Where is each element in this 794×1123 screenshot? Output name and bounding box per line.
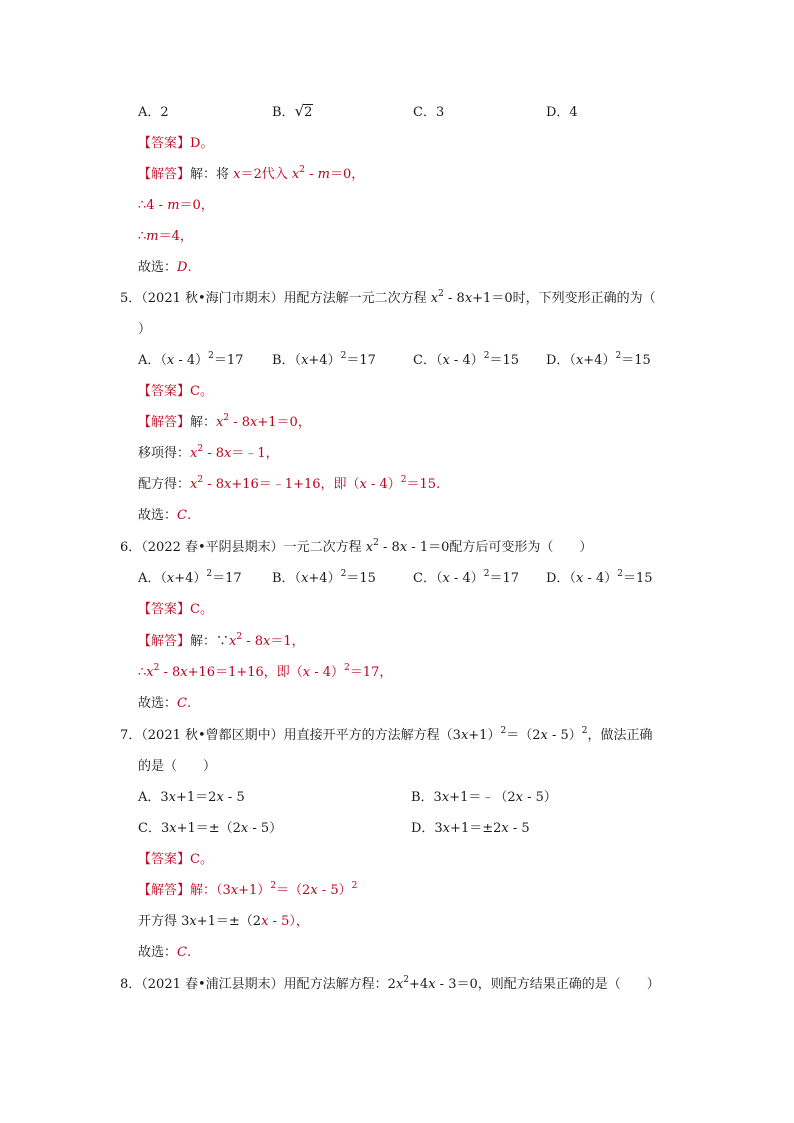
superscript: 2 [351,881,358,891]
text-run: m [167,198,180,213]
text-run: ＝17 [489,571,520,586]
text-run: x [250,415,258,430]
text-run: x [442,821,451,836]
text-run: 解： [190,415,217,430]
text-run: - 8 [203,446,225,461]
q5-answer [138,382,213,402]
text-run: x [180,665,188,680]
text-run: ＝15. [406,477,441,492]
superscript: 2 [206,569,213,579]
text-run: x [291,167,300,182]
q5-analysis-line-1 [138,413,311,433]
text-run: ＝1， [270,634,305,649]
text-run: . [186,696,192,711]
text-run: C [177,945,187,960]
q7-analysis-line-2 [138,912,309,932]
text-run: x [230,883,239,898]
text-run: - 8 [443,291,465,306]
text-run: ，做法正确 [587,728,653,743]
q5-analysis-line-4 [138,506,191,526]
text-run: x [240,821,249,836]
q6-analysis-line-2 [138,663,392,683]
text-run: +4） [308,353,341,368]
q5-analysis-line-2 [138,444,279,464]
q6-analysis-line-1 [138,632,305,652]
text-run: A．（ [138,353,167,368]
text-run: C。 [190,852,213,867]
text-run: 解：将 [190,167,234,182]
text-run: - 5） [547,728,582,743]
text-run: - 5 [223,790,245,805]
text-run: - 5） [248,821,283,836]
text-run: - 8 [203,477,225,492]
text-run: 故选： [138,696,178,711]
text-run: B．3 [411,790,442,805]
text-run: ＝15 [346,571,376,586]
text-run: D．（ [546,571,576,586]
superscript: 2 [299,165,305,175]
text-run: x [365,540,374,555]
text-run: 故选： [138,260,178,275]
text-run: 5．（2021 秋•海门市期末）用配方法解一元二次方程 [120,291,431,306]
q6-option-b [272,569,376,589]
text-run: ＝4， [158,229,193,244]
text-run: m [317,167,330,182]
text-run: B．（ [272,571,302,586]
text-run: - 8 [378,540,400,555]
text-run: +4 [409,977,429,992]
text-run: x [301,571,309,586]
text-run: 8．（2021 春•浦江县期末）用配方法解方程：2 [120,977,396,992]
superscript: 2 [208,351,214,361]
answer-tag: 【答案】 [138,384,191,399]
q7-stem [120,726,653,746]
text-run: - 1＝0配方后可变形为（ ） [407,540,593,555]
q4-option-a: A．2 [138,105,169,120]
text-run: A．（ [138,571,167,586]
text-run: +1＝2 [176,790,217,805]
q7-option-a [138,788,245,808]
text-run: C．（ [413,571,443,586]
text-run: +4） [174,571,207,586]
text-run: D．3 [411,821,443,836]
text-run: C。 [190,384,213,399]
text-run: - 4） [174,353,209,368]
text-run: +4） [308,571,341,586]
text-run: x [501,821,509,836]
superscript: 2 [223,413,230,423]
q7-analysis-line-3 [138,943,191,963]
text-run: ＝15 [622,571,653,586]
text-run: - 8 [242,634,264,649]
text-run: x [575,571,584,586]
superscript: 2 [617,569,623,579]
text-run: - 5） [317,883,352,898]
text-run: ∴ [138,665,147,680]
superscript: 2 [340,351,347,361]
q7-answer [138,850,213,870]
text-run: ＝（2 [276,883,311,898]
text-run: x [166,353,175,368]
text-run: - 4） [366,477,401,492]
text-run: x [261,914,269,929]
text-run: +1＝±（2 [196,914,262,929]
q6-option-a [138,569,242,589]
text-run: ＝0， [329,167,365,182]
q6-option-d [546,569,653,589]
q5-analysis-line-3 [138,475,440,495]
text-run: x [166,571,175,586]
q5-option-d [546,351,651,371]
text-run: 开方得 3 [138,914,190,929]
text-run: x [301,353,309,368]
answer-tag: 【答案】 [138,602,191,617]
q4-option-c: C．3 [413,105,445,120]
text-run: x [464,291,473,306]
text-run: +16＝1+16，即（ [187,665,303,680]
text-run: D．（ [546,353,576,368]
text-run: ＝17 [346,353,376,368]
text-run: - 8 [229,415,251,430]
analysis-tag: 【解答】 [138,883,191,898]
text-run: x [216,415,224,430]
text-run: x [189,914,197,929]
text-run: C [177,696,187,711]
superscript: 2 [197,444,204,454]
text-run: +16＝﹣1+16，即（ [231,477,360,492]
superscript: 2 [197,475,204,485]
text-run: ＝17， [349,665,393,680]
q7-option-b [411,788,557,808]
q6-option-c [413,569,519,589]
superscript: 2 [344,663,350,673]
text-run: x [515,790,523,805]
superscript: 2 [403,975,410,985]
text-run: - [304,167,318,182]
text-run: x [224,477,232,492]
q7-option-c [138,819,282,839]
text-run: - 5 [508,821,530,836]
q6-analysis-line-3 [138,694,191,714]
superscript: 2 [500,726,507,736]
q5-option-a [138,351,243,371]
text-run: . [186,945,192,960]
analysis-tag: 【解答】 [138,167,191,182]
q4-analysis-line-4 [138,258,192,278]
q4-analysis-line-2 [138,196,214,216]
text-run: ∴4 - [138,198,168,213]
text-run: 故选： [138,945,178,960]
text-run: x [216,790,224,805]
text-run: C．3 [138,821,170,836]
text-run: x [169,821,177,836]
text-run: D。 [190,136,214,151]
text-run: x [442,353,450,368]
text-run: x [430,291,439,306]
text-run: +1＝﹣（2 [449,790,516,805]
text-run: x [399,540,408,555]
q6-answer [138,600,213,620]
text-run: +1＝0时，下列变形正确的为（ [472,291,656,306]
text-run: x [233,167,241,182]
superscript: 2 [236,632,243,642]
text-run: x [441,790,450,805]
text-run: 移项得： [138,446,191,461]
text-run: - 5） [522,790,557,805]
text-run: C [177,508,187,523]
text-run: +1） [238,883,271,898]
text-run [304,101,313,123]
superscript: 2 [373,538,379,548]
text-run: m [146,229,159,244]
q7-analysis-line-1 [138,881,357,901]
text-run: x [575,353,584,368]
text-run: 故选： [138,508,178,523]
q7-stem-cont: 的是（ ） [138,759,217,774]
text-run: ∴ [138,229,147,244]
text-run: ＝2代入 [240,167,292,182]
text-run: A．3 [138,790,169,805]
text-run: ＝17 [212,571,242,586]
text-run: . [186,508,192,523]
text-run: - 3＝0，则配方结果正确的是（ ） [435,977,660,992]
text-run: x [168,790,177,805]
text-run: +1＝0， [257,415,311,430]
text-run: ＝15 [621,353,651,368]
answer-tag: 【答案】 [138,852,191,867]
text-run: - 4） [583,571,618,586]
text-run: ＝0， [179,198,214,213]
text-run: 解：∵ [190,634,230,649]
text-run: x [428,977,436,992]
text-run: x [359,477,367,492]
q7-option-d [411,819,530,839]
text-run: ＝15 [489,353,520,368]
text-run: x [310,883,318,898]
q4-analysis-line-1 [138,165,364,185]
q5-stem-cont: ） [138,322,152,337]
q4-analysis-line-3 [138,227,193,247]
superscript: 2 [483,569,490,579]
text-run: 6．（2022 春•平阴县期末）一元二次方程 [120,540,366,555]
answer-tag: 【答案】 [138,136,191,151]
text-run: +1） [468,728,501,743]
q5-stem [120,289,656,309]
text-run: - 5）， [268,914,309,929]
text-run: +1＝±2 [450,821,502,836]
text-run: - 4） [449,353,484,368]
text-run: ＝17 [213,353,244,368]
text-run: - 8 [159,665,181,680]
superscript: 2 [483,351,490,361]
superscript: 2 [270,881,277,891]
text-run: - 4） [449,571,484,586]
text-run: D [177,260,188,275]
superscript: 2 [340,569,347,579]
text-run: B． [272,105,295,120]
superscript: 2 [153,663,160,673]
text-run: 解：（3 [190,883,231,898]
text-run: B．（ [272,353,302,368]
text-run: ＝（2 [506,728,541,743]
text-run: - 4） [310,665,345,680]
q5-option-b [272,351,376,371]
text-run: +4） [583,353,616,368]
text-run: x [190,446,198,461]
text-run: 7．（2021 秋•曾都区期中）用直接开平方的方法解方程（3 [120,728,461,743]
q4-answer [138,134,213,154]
superscript: 2 [615,351,622,361]
q4-option-d: D．4 [546,105,578,120]
q4-option-b [272,101,313,123]
q6-stem [120,538,592,558]
text-run: x [229,634,237,649]
text-run: x [224,446,232,461]
text-run: C．（ [413,353,443,368]
text-run: 配方得： [138,477,191,492]
superscript: 2 [581,726,588,736]
analysis-tag: 【解答】 [138,634,191,649]
superscript: 2 [400,475,407,485]
text-run: 2 [304,105,313,120]
text-run: C。 [190,602,213,617]
superscript: 2 [438,289,444,299]
text-run: x [146,665,154,680]
q8-stem [120,975,660,995]
analysis-tag: 【解答】 [138,415,191,430]
text-run: +1＝±（2 [176,821,241,836]
text-run: x [190,477,198,492]
q5-option-c [413,351,519,371]
text-run: x [540,728,548,743]
text-run: x [302,665,311,680]
sqrt-symbol: √ [294,102,305,120]
text-run: x [263,634,271,649]
text-run: x [442,571,450,586]
text-run: . [187,260,192,275]
text-run: x [460,728,469,743]
text-run: ＝﹣1， [231,446,279,461]
text-run: x [395,977,404,992]
